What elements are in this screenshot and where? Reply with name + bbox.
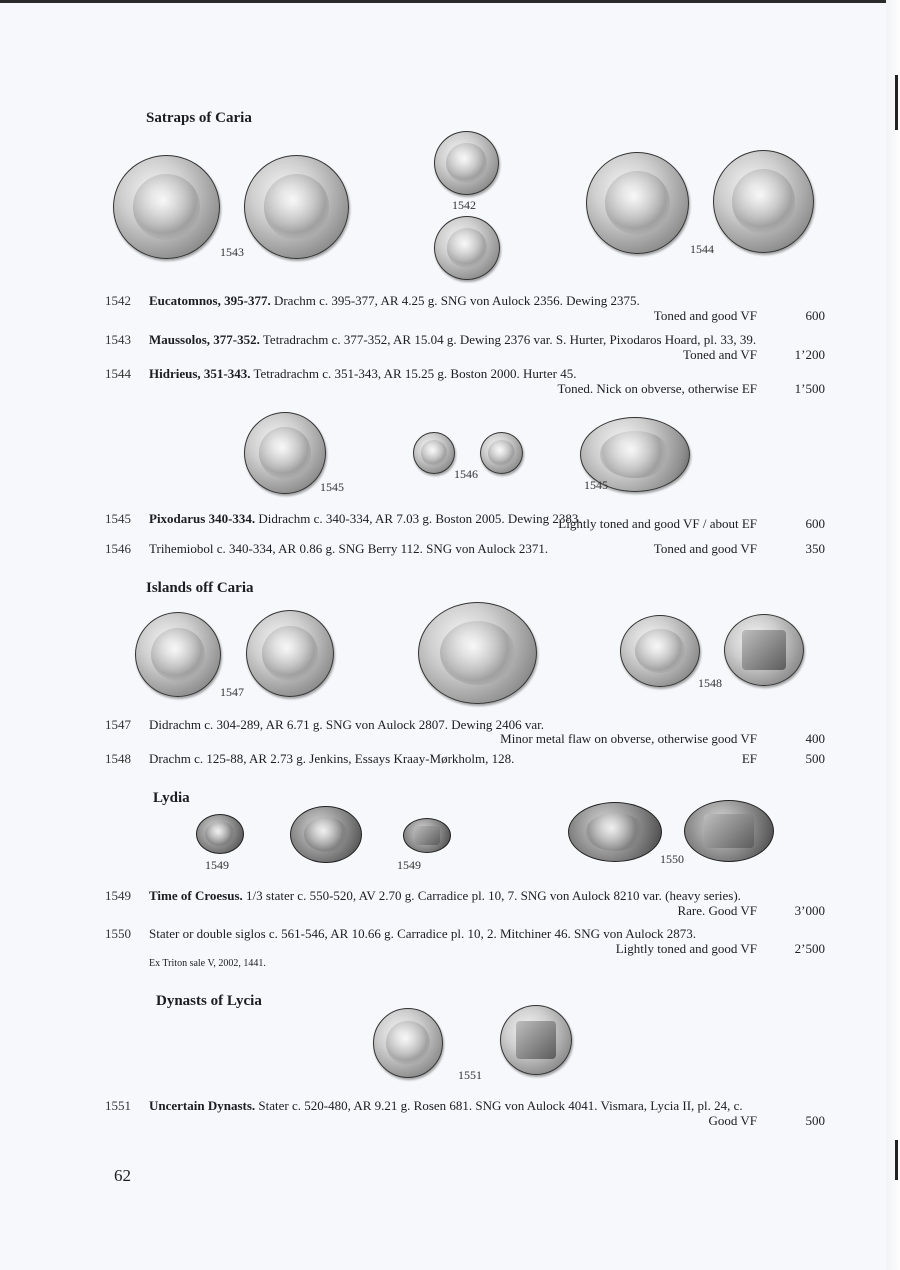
section-heading-dynasts-of-lycia: Dynasts of Lycia — [156, 993, 262, 1009]
coin-number-1549: 1549 — [205, 858, 229, 872]
lot-number: 1545 — [105, 511, 131, 526]
lot-number: 1544 — [105, 366, 131, 381]
lot-description: Didrachm c. 304-289, AR 6.71 g. SNG von Aulock 2807. Dewing 2406 var. — [149, 717, 545, 732]
lot-grade: Lightly toned and good VF / about EF — [558, 516, 757, 531]
lot-description: Pixodarus 340-334. Didrachm c. 340-334, AR 7.03 g. Boston 2005. Dewing 2383. — [149, 511, 582, 526]
lot-provenance: Ex Triton sale V, 2002, 1441. — [149, 958, 266, 969]
coin-1543-reverse — [244, 155, 349, 259]
lot-grade: Rare. Good VF — [677, 903, 757, 918]
page-number: 62 — [114, 1166, 131, 1185]
lot-description: Hidrieus, 351-343. Tetradrachm c. 351-343, AR 15.25 g. Boston 2000. Hurter 45. — [149, 366, 577, 381]
lot-number: 1549 — [105, 888, 131, 903]
coin-number-1542: 1542 — [452, 198, 476, 212]
coin-number-1543: 1543 — [220, 245, 244, 259]
coin-number-1545: 1545 — [320, 480, 344, 494]
lot-estimate: 1’500 — [794, 381, 825, 396]
catalog-entry — [105, 332, 825, 362]
coin-1542-reverse — [434, 216, 500, 280]
coin-1546-reverse — [480, 432, 523, 474]
lot-number: 1547 — [105, 717, 131, 732]
coin-1550-obverse — [568, 802, 662, 862]
catalog-entry — [105, 751, 825, 767]
lot-estimate: 500 — [805, 1113, 825, 1128]
lot-estimate: 500 — [805, 751, 825, 766]
coin-number-1546: 1546 — [454, 467, 478, 481]
lot-grade: Toned. Nick on obverse, otherwise EF — [557, 381, 757, 396]
lot-estimate: 600 — [805, 308, 825, 323]
coin-number-1544: 1544 — [690, 242, 714, 256]
coin-number-1545: 1545 — [584, 478, 608, 492]
catalog-entry — [105, 541, 825, 557]
binding-mark — [895, 75, 898, 130]
catalog-entry — [105, 293, 825, 323]
ruler-name: Eucatomnos, 395-377. — [149, 293, 271, 308]
lot-grade: Toned and good VF — [653, 308, 757, 323]
lot-grade: EF — [741, 751, 757, 766]
section-heading-islands-off-caria: Islands off Caria — [146, 580, 254, 596]
lot-description: Trihemiobol c. 340-334, AR 0.86 g. SNG Berry 112. SNG von Aulock 2371. — [149, 541, 549, 556]
catalog-entry — [105, 366, 825, 396]
coin-1548-obverse-large — [418, 602, 537, 704]
coin-number-1547: 1547 — [220, 685, 244, 699]
page-right-edge — [886, 0, 900, 1270]
coin-1546-obverse — [413, 432, 455, 474]
coin-number-1548: 1548 — [698, 676, 722, 690]
lot-description: Eucatomnos, 395-377. Drachm c. 395-377, AR 4.25 g. SNG von Aulock 2356. Dewing 2375. — [149, 293, 640, 308]
coin-1549-reverse — [403, 818, 451, 853]
lot-estimate: 400 — [805, 731, 825, 746]
coin-1544-obverse — [586, 152, 689, 254]
lot-number: 1550 — [105, 926, 131, 941]
lot-estimate: 600 — [805, 516, 825, 531]
coin-1547-obverse — [135, 612, 221, 697]
coin-number-1550: 1550 — [660, 852, 684, 866]
lot-number: 1548 — [105, 751, 131, 766]
lot-estimate: 3’000 — [794, 903, 825, 918]
lot-grade: Lightly toned and good VF — [615, 941, 757, 956]
lot-estimate: 2’500 — [794, 941, 825, 956]
coin-1550-reverse — [684, 800, 774, 862]
ruler-name: Maussolos, 377-352. — [149, 332, 260, 347]
catalog-entry — [105, 717, 825, 747]
lot-grade: Toned and good VF — [653, 541, 757, 556]
lot-number: 1546 — [105, 541, 131, 556]
lot-number: 1543 — [105, 332, 131, 347]
binding-mark — [895, 1140, 898, 1180]
coin-1551-obverse — [373, 1008, 443, 1078]
coin-1542-obverse — [434, 131, 499, 195]
coin-1548-obverse — [620, 615, 700, 687]
coin-1549-obverse — [196, 814, 244, 854]
coin-1547-reverse — [246, 610, 334, 697]
lot-estimate: 1’200 — [794, 347, 825, 362]
lot-number: 1542 — [105, 293, 131, 308]
catalog-entry — [105, 888, 825, 918]
coin-1545-obverse — [244, 412, 326, 494]
coin-1551-reverse — [500, 1005, 572, 1075]
section-heading-lydia: Lydia — [153, 790, 190, 806]
catalog-entry — [105, 926, 825, 971]
coin-number-1551: 1551 — [458, 1068, 482, 1082]
lot-number: 1551 — [105, 1098, 131, 1113]
ruler-name: Pixodarus 340-334. — [149, 511, 256, 526]
ruler-name: Uncertain Dynasts. — [149, 1098, 256, 1113]
lot-grade: Good VF — [708, 1113, 757, 1128]
lot-estimate: 350 — [805, 541, 825, 556]
lot-description: Stater or double siglos c. 561-546, AR 10.66 g. Carradice pl. 10, 2. Mitchiner 46. SNG von Aulock 2873. — [149, 926, 697, 941]
lot-description: Uncertain Dynasts. Stater c. 520-480, AR 9.21 g. Rosen 681. SNG von Aulock 4041. Vismara, Lycia II, pl. 24, c. — [149, 1098, 743, 1113]
coin-1548-reverse — [724, 614, 804, 686]
lot-grade: Toned and VF — [683, 347, 757, 362]
catalog-entry — [105, 1098, 825, 1128]
ruler-name: Hidrieus, 351-343. — [149, 366, 251, 381]
lot-description: Drachm c. 125-88, AR 2.73 g. Jenkins, Essays Kraay-Mørkholm, 128. — [149, 751, 515, 766]
coin-1543-obverse — [113, 155, 220, 259]
coin-1544-reverse — [713, 150, 814, 253]
coin-1549-obverse-large — [290, 806, 362, 863]
lot-grade: Minor metal flaw on obverse, otherwise good VF — [500, 731, 757, 746]
catalog-entry — [105, 511, 825, 541]
section-heading-satraps-of-caria: Satraps of Caria — [146, 110, 252, 126]
ruler-name: Time of Croesus. — [149, 888, 243, 903]
lot-description: Time of Croesus. 1/3 stater c. 550-520, AV 2.70 g. Carradice pl. 10, 7. SNG von Aulock 8210 var. (heavy series). — [149, 888, 741, 903]
coin-number-1549: 1549 — [397, 858, 421, 872]
lot-description: Maussolos, 377-352. Tetradrachm c. 377-352, AR 15.04 g. Dewing 2376 var. S. Hurter, Pixodaros Hoard, pl. 33, 39. — [149, 332, 757, 347]
page-top-edge — [0, 0, 900, 3]
